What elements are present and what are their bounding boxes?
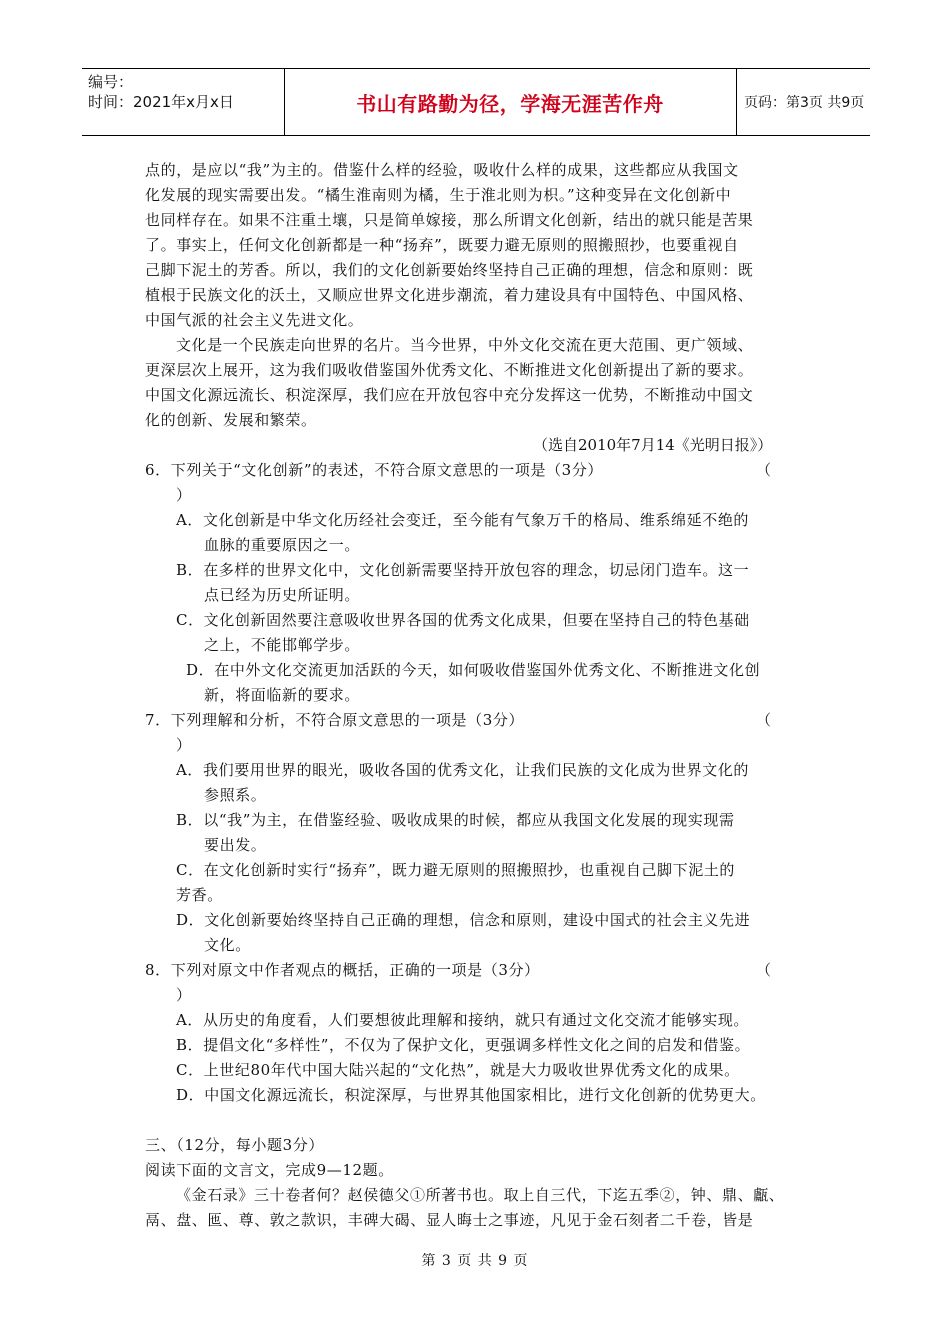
answer-paren-close: ） [176, 486, 192, 504]
page-info: 页码：第3页 共9页 [744, 95, 865, 111]
question-6-stem: 6．下列关于“文化创新”的表述，不符合原文意思的一项是（3分） [145, 461, 604, 479]
option-d: D．文化创新要始终坚持自己正确的理想，信念和原则，建设中国式的社会主义先进 [176, 911, 751, 929]
option-a: A．我们要用世界的眼光，吸收各国的优秀文化，让我们民族的文化成为世界文化的 [176, 761, 750, 779]
passage-line: 化发展的现实需要出发。“橘生淮南则为橘，生于淮北则为枳。”这种变异在文化创新中 [145, 186, 732, 204]
option-c: C．在文化创新时实行“扬弃”，既力避无原则的照搬照抄，也重视自己脚下泥土的 [176, 861, 736, 879]
answer-paren-open: （ [756, 961, 772, 979]
date-label: 时间：2021年x月x日 [88, 93, 234, 111]
passage-line: 也同样存在。如果不注重土壤，只是简单嫁接，那么所谓文化创新，结出的就只能是苦果 [145, 211, 754, 229]
answer-paren-open: （ [756, 711, 772, 729]
passage-line: 植根于民族文化的沃土，又顺应世界文化进步潮流，着力建设具有中国特色、中国风格、 [145, 286, 754, 304]
passage-line: 中国气派的社会主义先进文化。 [145, 311, 364, 329]
passage-line: 文化是一个民族走向世界的名片。当今世界，中外文化交流在更大范围、更广领域、 [176, 336, 754, 354]
page-footer: 第 3 页 共 9 页 [421, 1253, 529, 1269]
section-3-title: 三、（12分，每小题3分） [145, 1136, 324, 1154]
option-d-cont: 文化。 [204, 936, 251, 954]
passage-line: 了。事实上，任何文化创新都是一种“扬弃”，既要力避无原则的照搬照抄，也要重视自 [145, 236, 739, 254]
option-b: B．在多样的世界文化中，文化创新需要坚持开放包容的理念，切忌闭门造车。这一 [176, 561, 750, 579]
option-a: A．从历史的角度看，人们要想彼此理解和接纳，就只有通过文化交流才能够实现。 [176, 1011, 750, 1029]
question-8-stem: 8．下列对原文中作者观点的概括，正确的一项是（3分） [145, 961, 540, 979]
option-c-cont: 芳香。 [176, 886, 223, 904]
number-label: 编号： [88, 73, 134, 91]
option-d: D．中国文化源远流长，积淀深厚，与世界其他国家相比，进行文化创新的优势更大。 [176, 1086, 766, 1104]
classical-text-line: 鬲、盘、匜、尊、敦之款识，丰碑大碣、显人晦士之事迹，凡见于金石刻者二千卷，皆是 [145, 1211, 754, 1229]
answer-paren-close: ） [176, 736, 192, 754]
option-d-cont: 新，将面临新的要求。 [204, 686, 361, 704]
question-7-stem: 7．下列理解和分析，不符合原文意思的一项是（3分） [145, 711, 525, 729]
option-d: D．在中外文化交流更加活跃的今天，如何吸收借鉴国外优秀文化、不断推进文化创 [186, 661, 761, 679]
header-page-cell [736, 69, 870, 135]
passage-line: 更深层次上展开，这为我们吸收借鉴国外优秀文化、不断推进文化创新提出了新的要求。 [145, 361, 754, 379]
page-header [82, 68, 870, 136]
answer-paren-close: ） [176, 986, 192, 1004]
header-motto-cell [284, 69, 737, 135]
section-3-instruction: 阅读下面的文言文，完成9—12题。 [145, 1161, 394, 1179]
passage-line: 中国文化源远流长、积淀深厚，我们应在开放包容中充分发挥这一优势，不断推动中国文 [145, 386, 754, 404]
option-a-cont: 参照系。 [204, 786, 267, 804]
option-c: C．上世纪80年代中国大陆兴起的“文化热”，就是大力吸收世界优秀文化的成果。 [176, 1061, 740, 1079]
motto: 书山有路勤为径，学海无涯苦作舟 [356, 91, 664, 116]
classical-text-line: 《金石录》三十卷者何？赵侯德父①所著书也。取上自三代，下迄五季②，钟、鼎、甗、 [176, 1186, 785, 1204]
option-a-cont: 血脉的重要原因之一。 [204, 536, 361, 554]
passage-line: 化的创新、发展和繁荣。 [145, 411, 317, 429]
option-b-cont: 要出发。 [204, 836, 267, 854]
option-b: B．提倡文化“多样性”，不仅为了保护文化，更强调多样性文化之间的启发和借鉴。 [176, 1036, 751, 1054]
option-c: C．文化创新固然要注意吸收世界各国的优秀文化成果，但要在坚持自己的特色基础 [176, 611, 750, 629]
option-a: A．文化创新是中华文化历经社会变迁，至今能有气象万千的格局、维系绵延不绝的 [176, 511, 750, 529]
option-b-cont: 点已经为历史所证明。 [204, 586, 361, 604]
answer-paren-open: （ [756, 461, 772, 479]
option-b: B．以“我”为主，在借鉴经验、吸收成果的时候，都应从我国文化发展的现实现需 [176, 811, 735, 829]
passage-line: 点的，是应以“我”为主的。借鉴什么样的经验，吸收什么样的成果，这些都应从我国文 [145, 161, 739, 179]
option-c-cont: 之上，不能邯郸学步。 [204, 636, 361, 654]
source-citation: （选自2010年7月14《光明日报》） [533, 436, 773, 454]
passage-line: 己脚下泥土的芳香。所以，我们的文化创新要始终坚持自己正确的理想，信念和原则：既 [145, 261, 754, 279]
header-left-cell [82, 69, 285, 135]
